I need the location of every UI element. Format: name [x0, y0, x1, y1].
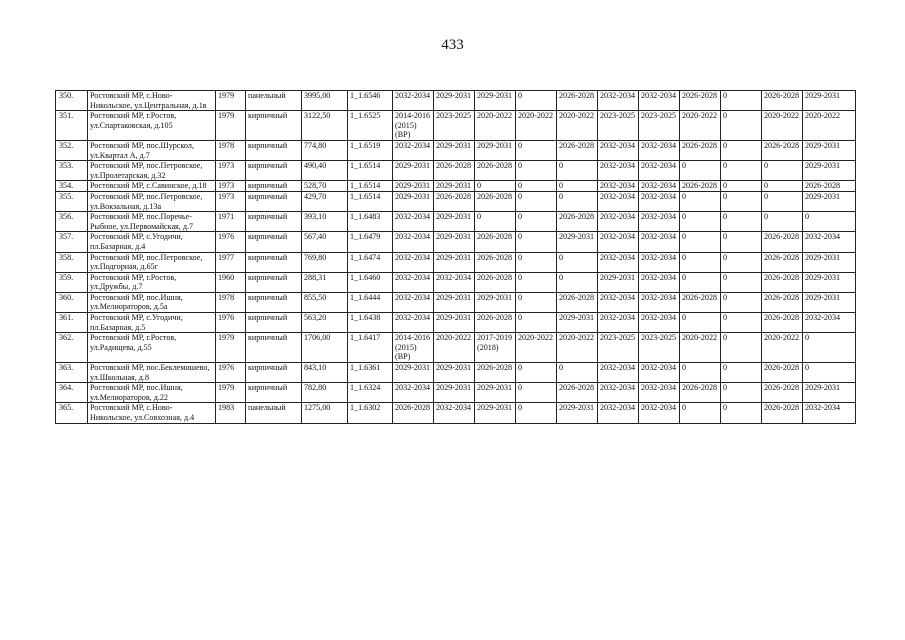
- table-row: [56, 272, 856, 292]
- period-1-cell: 2032-2034: [393, 212, 434, 232]
- period-1-cell: 2029-2031: [393, 181, 434, 192]
- house-code-cell: 1_1.6514: [348, 181, 393, 192]
- wall-material-cell: кирпичный: [246, 272, 302, 292]
- period-1-cell: 2026-2028: [393, 403, 434, 423]
- period-7-cell: 2032-2034: [639, 91, 680, 111]
- period-7-cell: 2023-2025: [639, 111, 680, 141]
- period-11-cell: 2029-2031: [803, 161, 856, 181]
- total-area-cell: 1706,00: [302, 333, 348, 363]
- wall-material-cell: кирпичный: [246, 383, 302, 403]
- period-1-cell: 2032-2034: [393, 140, 434, 160]
- period-1-cell: 2014-2016 (2015) (ВР): [393, 333, 434, 363]
- period-1-cell: 2032-2034: [393, 232, 434, 252]
- total-area-cell: 3995,00: [302, 91, 348, 111]
- house-code-cell: 1_1.6483: [348, 212, 393, 232]
- period-5-cell: 0: [557, 161, 598, 181]
- period-5-cell: 2029-2031: [557, 403, 598, 423]
- period-9-cell: 0: [721, 272, 762, 292]
- year-built-cell: 1979: [216, 111, 246, 141]
- table-row: [56, 161, 856, 181]
- period-10-cell: 2026-2028: [762, 363, 803, 383]
- period-11-cell: 2029-2031: [803, 292, 856, 312]
- house-code-cell: 1_1.6474: [348, 252, 393, 272]
- period-2-cell: 2029-2031: [434, 232, 475, 252]
- period-11-cell: 2029-2031: [803, 191, 856, 211]
- period-10-cell: 2026-2028: [762, 272, 803, 292]
- period-8-cell: 2020-2022: [680, 333, 721, 363]
- period-7-cell: 2032-2034: [639, 403, 680, 423]
- period-5-cell: 0: [557, 363, 598, 383]
- period-9-cell: 0: [721, 403, 762, 423]
- period-11-cell: 2029-2031: [803, 140, 856, 160]
- period-7-cell: 2032-2034: [639, 161, 680, 181]
- period-2-cell: 2029-2031: [434, 313, 475, 333]
- period-2-cell: 2032-2034: [434, 403, 475, 423]
- table-row: [56, 383, 856, 403]
- period-10-cell: 2020-2022: [762, 333, 803, 363]
- period-4-cell: 0: [516, 232, 557, 252]
- wall-material-cell: кирпичный: [246, 313, 302, 333]
- period-8-cell: 2026-2028: [680, 91, 721, 111]
- period-5-cell: 0: [557, 272, 598, 292]
- period-11-cell: 0: [803, 333, 856, 363]
- table-row: [56, 252, 856, 272]
- period-9-cell: 0: [721, 140, 762, 160]
- period-9-cell: 0: [721, 292, 762, 312]
- period-10-cell: 0: [762, 181, 803, 192]
- house-code-cell: 1_1.6324: [348, 383, 393, 403]
- period-5-cell: 2026-2028: [557, 212, 598, 232]
- page-number: 433: [441, 37, 464, 53]
- period-4-cell: 0: [516, 191, 557, 211]
- period-11-cell: 0: [803, 212, 856, 232]
- wall-material-cell: панельный: [246, 91, 302, 111]
- period-3-cell: 0: [475, 212, 516, 232]
- period-8-cell: 0: [680, 272, 721, 292]
- table-row: [56, 91, 856, 111]
- house-code-cell: 1_1.6444: [348, 292, 393, 312]
- house-code-cell: 1_1.6525: [348, 111, 393, 141]
- year-built-cell: 1973: [216, 161, 246, 181]
- period-6-cell: 2032-2034: [598, 292, 639, 312]
- period-11-cell: 2032-2034: [803, 232, 856, 252]
- year-built-cell: 1973: [216, 181, 246, 192]
- period-10-cell: 2026-2028: [762, 292, 803, 312]
- wall-material-cell: кирпичный: [246, 252, 302, 272]
- period-3-cell: 2029-2031: [475, 403, 516, 423]
- address-cell: Ростовский МР, с.Ново-Никольское, ул.Центральная, д.1в: [88, 91, 216, 111]
- period-6-cell: 2032-2034: [598, 252, 639, 272]
- total-area-cell: 567,40: [302, 232, 348, 252]
- period-3-cell: 2029-2031: [475, 140, 516, 160]
- period-8-cell: 2020-2022: [680, 111, 721, 141]
- period-1-cell: 2032-2034: [393, 252, 434, 272]
- row-number-cell: 356.: [56, 212, 88, 232]
- period-10-cell: 2020-2022: [762, 111, 803, 141]
- table-row: [56, 191, 856, 211]
- year-built-cell: 1978: [216, 292, 246, 312]
- total-area-cell: 774,80: [302, 140, 348, 160]
- period-4-cell: 0: [516, 161, 557, 181]
- table-row: [56, 403, 856, 423]
- period-2-cell: 2023-2025: [434, 111, 475, 141]
- period-5-cell: 2026-2028: [557, 91, 598, 111]
- year-built-cell: 1971: [216, 212, 246, 232]
- period-11-cell: 2032-2034: [803, 403, 856, 423]
- period-6-cell: 2032-2034: [598, 313, 639, 333]
- period-11-cell: 2029-2031: [803, 272, 856, 292]
- house-code-cell: 1_1.6460: [348, 272, 393, 292]
- period-8-cell: 0: [680, 232, 721, 252]
- table-row: [56, 212, 856, 232]
- year-built-cell: 1979: [216, 383, 246, 403]
- row-number-cell: 359.: [56, 272, 88, 292]
- year-built-cell: 1983: [216, 403, 246, 423]
- period-7-cell: 2032-2034: [639, 292, 680, 312]
- address-cell: Ростовский МР, с.Угодичи, пл.Базарная, д.5: [88, 313, 216, 333]
- address-cell: Ростовский МР, пос.Беклемишево, ул.Школьная, д.8: [88, 363, 216, 383]
- period-5-cell: 2026-2028: [557, 140, 598, 160]
- period-9-cell: 0: [721, 313, 762, 333]
- period-3-cell: 2026-2028: [475, 232, 516, 252]
- house-code-cell: 1_1.6519: [348, 140, 393, 160]
- period-8-cell: 0: [680, 212, 721, 232]
- period-7-cell: 2032-2034: [639, 363, 680, 383]
- row-number-cell: 362.: [56, 333, 88, 363]
- row-number-cell: 360.: [56, 292, 88, 312]
- period-4-cell: 0: [516, 140, 557, 160]
- year-built-cell: 1978: [216, 140, 246, 160]
- period-10-cell: 2026-2028: [762, 313, 803, 333]
- period-1-cell: 2014-2016 (2015) (ВР): [393, 111, 434, 141]
- house-code-cell: 1_1.6302: [348, 403, 393, 423]
- period-6-cell: 2032-2034: [598, 403, 639, 423]
- period-7-cell: 2023-2025: [639, 333, 680, 363]
- period-11-cell: 0: [803, 363, 856, 383]
- address-cell: Ростовский МР, пос.Ишня, ул.Мелиораторов, д.5а: [88, 292, 216, 312]
- period-2-cell: 2029-2031: [434, 292, 475, 312]
- wall-material-cell: кирпичный: [246, 191, 302, 211]
- period-10-cell: 2026-2028: [762, 91, 803, 111]
- year-built-cell: 1976: [216, 232, 246, 252]
- period-11-cell: 2029-2031: [803, 383, 856, 403]
- period-5-cell: 0: [557, 191, 598, 211]
- period-3-cell: 2026-2028: [475, 252, 516, 272]
- period-10-cell: 0: [762, 161, 803, 181]
- period-5-cell: 0: [557, 181, 598, 192]
- period-2-cell: 2029-2031: [434, 363, 475, 383]
- period-10-cell: 2026-2028: [762, 383, 803, 403]
- period-6-cell: 2032-2034: [598, 363, 639, 383]
- period-9-cell: 0: [721, 181, 762, 192]
- row-number-cell: 351.: [56, 111, 88, 141]
- period-2-cell: 2032-2034: [434, 272, 475, 292]
- wall-material-cell: кирпичный: [246, 333, 302, 363]
- period-1-cell: 2029-2031: [393, 363, 434, 383]
- row-number-cell: 361.: [56, 313, 88, 333]
- period-2-cell: 2026-2028: [434, 191, 475, 211]
- period-8-cell: 0: [680, 191, 721, 211]
- period-10-cell: 2026-2028: [762, 403, 803, 423]
- period-8-cell: 0: [680, 161, 721, 181]
- period-9-cell: 0: [721, 91, 762, 111]
- wall-material-cell: кирпичный: [246, 363, 302, 383]
- wall-material-cell: панельный: [246, 403, 302, 423]
- period-1-cell: 2029-2031: [393, 161, 434, 181]
- table-row: [56, 140, 856, 160]
- address-cell: Ростовский МР, с.Савинское, д.18: [88, 181, 216, 192]
- period-10-cell: 0: [762, 212, 803, 232]
- period-7-cell: 2032-2034: [639, 140, 680, 160]
- wall-material-cell: кирпичный: [246, 161, 302, 181]
- address-cell: Ростовский МР, пос.Петровское, ул.Пролетарская, д.32: [88, 161, 216, 181]
- period-8-cell: 2026-2028: [680, 292, 721, 312]
- period-7-cell: 2032-2034: [639, 272, 680, 292]
- year-built-cell: 1960: [216, 272, 246, 292]
- year-built-cell: 1973: [216, 191, 246, 211]
- total-area-cell: 3122,50: [302, 111, 348, 141]
- period-10-cell: 0: [762, 191, 803, 211]
- wall-material-cell: кирпичный: [246, 212, 302, 232]
- period-3-cell: 2026-2028: [475, 313, 516, 333]
- total-area-cell: 855,50: [302, 292, 348, 312]
- table-row: [56, 232, 856, 252]
- address-cell: Ростовский МР, пос.Петровское, ул.Подгорная, д.65г: [88, 252, 216, 272]
- period-11-cell: 2029-2031: [803, 91, 856, 111]
- address-cell: Ростовский МР, пос.Ишня, ул.Мелиораторов, д.22: [88, 383, 216, 403]
- house-code-cell: 1_1.6479: [348, 232, 393, 252]
- period-1-cell: 2029-2031: [393, 191, 434, 211]
- address-cell: Ростовский МР, пос.Петровское, ул.Вокзальная, д.13а: [88, 191, 216, 211]
- year-built-cell: 1977: [216, 252, 246, 272]
- wall-material-cell: кирпичный: [246, 232, 302, 252]
- total-area-cell: 563,20: [302, 313, 348, 333]
- period-6-cell: 2032-2034: [598, 212, 639, 232]
- wall-material-cell: кирпичный: [246, 140, 302, 160]
- house-code-cell: 1_1.6514: [348, 191, 393, 211]
- period-5-cell: 2029-2031: [557, 232, 598, 252]
- period-8-cell: 0: [680, 403, 721, 423]
- row-number-cell: 357.: [56, 232, 88, 252]
- period-5-cell: 2026-2028: [557, 292, 598, 312]
- period-4-cell: 0: [516, 212, 557, 232]
- period-1-cell: 2032-2034: [393, 91, 434, 111]
- house-code-cell: 1_1.6546: [348, 91, 393, 111]
- period-6-cell: 2032-2034: [598, 91, 639, 111]
- housing-register-table: [55, 90, 856, 424]
- period-9-cell: 0: [721, 191, 762, 211]
- period-11-cell: 2020-2022: [803, 111, 856, 141]
- period-6-cell: 2032-2034: [598, 191, 639, 211]
- address-cell: Ростовский МР, г.Ростов, ул.Спартаковская, д.105: [88, 111, 216, 141]
- wall-material-cell: кирпичный: [246, 181, 302, 192]
- period-9-cell: 0: [721, 383, 762, 403]
- year-built-cell: 1979: [216, 333, 246, 363]
- house-code-cell: 1_1.6514: [348, 161, 393, 181]
- total-area-cell: 843,10: [302, 363, 348, 383]
- table-row: [56, 333, 856, 363]
- period-6-cell: 2023-2025: [598, 333, 639, 363]
- table-row: [56, 111, 856, 141]
- total-area-cell: 528,70: [302, 181, 348, 192]
- period-10-cell: 2026-2028: [762, 232, 803, 252]
- period-11-cell: 2029-2031: [803, 252, 856, 272]
- row-number-cell: 354.: [56, 181, 88, 192]
- period-6-cell: 2023-2025: [598, 111, 639, 141]
- row-number-cell: 353.: [56, 161, 88, 181]
- house-code-cell: 1_1.6417: [348, 333, 393, 363]
- row-number-cell: 350.: [56, 91, 88, 111]
- period-7-cell: 2032-2034: [639, 252, 680, 272]
- total-area-cell: 782,80: [302, 383, 348, 403]
- period-3-cell: 2026-2028: [475, 161, 516, 181]
- period-7-cell: 2032-2034: [639, 383, 680, 403]
- period-6-cell: 2032-2034: [598, 181, 639, 192]
- wall-material-cell: кирпичный: [246, 111, 302, 141]
- period-3-cell: 2020-2022: [475, 111, 516, 141]
- house-code-cell: 1_1.6438: [348, 313, 393, 333]
- period-7-cell: 2032-2034: [639, 181, 680, 192]
- address-cell: Ростовский МР, пос.Поречье-Рыбное, ул.Первомайская, д.7: [88, 212, 216, 232]
- register-body: [56, 91, 856, 424]
- period-6-cell: 2029-2031: [598, 272, 639, 292]
- period-11-cell: 2026-2028: [803, 181, 856, 192]
- table-row: [56, 313, 856, 333]
- period-2-cell: 2026-2028: [434, 161, 475, 181]
- period-5-cell: 2020-2022: [557, 333, 598, 363]
- period-5-cell: 0: [557, 252, 598, 272]
- period-1-cell: 2032-2034: [393, 383, 434, 403]
- period-2-cell: 2029-2031: [434, 181, 475, 192]
- total-area-cell: 393,10: [302, 212, 348, 232]
- house-code-cell: 1_1.6361: [348, 363, 393, 383]
- period-4-cell: 0: [516, 292, 557, 312]
- period-3-cell: 2029-2031: [475, 91, 516, 111]
- period-4-cell: 0: [516, 403, 557, 423]
- row-number-cell: 363.: [56, 363, 88, 383]
- period-3-cell: 2026-2028: [475, 272, 516, 292]
- wall-material-cell: кирпичный: [246, 292, 302, 312]
- address-cell: Ростовский МР, с.Угодичи, пл.Базарная, д.4: [88, 232, 216, 252]
- period-5-cell: 2029-2031: [557, 313, 598, 333]
- period-9-cell: 0: [721, 252, 762, 272]
- year-built-cell: 1976: [216, 313, 246, 333]
- period-7-cell: 2032-2034: [639, 212, 680, 232]
- table-row: [56, 363, 856, 383]
- year-built-cell: 1976: [216, 363, 246, 383]
- period-3-cell: 0: [475, 181, 516, 192]
- period-9-cell: 0: [721, 111, 762, 141]
- total-area-cell: 288,31: [302, 272, 348, 292]
- period-2-cell: 2029-2031: [434, 212, 475, 232]
- address-cell: Ростовский МР, пос.Шурскол, ул.Квартал А, д.7: [88, 140, 216, 160]
- period-4-cell: 0: [516, 91, 557, 111]
- period-2-cell: 2029-2031: [434, 252, 475, 272]
- period-4-cell: 0: [516, 252, 557, 272]
- period-9-cell: 0: [721, 232, 762, 252]
- period-5-cell: 2020-2022: [557, 111, 598, 141]
- period-11-cell: 2032-2034: [803, 313, 856, 333]
- period-4-cell: 2020-2022: [516, 111, 557, 141]
- period-3-cell: 2029-2031: [475, 383, 516, 403]
- period-8-cell: 0: [680, 252, 721, 272]
- period-3-cell: 2029-2031: [475, 292, 516, 312]
- period-4-cell: 0: [516, 363, 557, 383]
- period-1-cell: 2032-2034: [393, 313, 434, 333]
- period-8-cell: 2026-2028: [680, 383, 721, 403]
- period-8-cell: 0: [680, 363, 721, 383]
- period-4-cell: 0: [516, 272, 557, 292]
- period-3-cell: 2017-2019 (2018): [475, 333, 516, 363]
- address-cell: Ростовский МР, с.Ново-Никольское, ул.Совхозная, д.4: [88, 403, 216, 423]
- address-cell: Ростовский МР, г.Ростов, ул.Радищева, д.55: [88, 333, 216, 363]
- year-built-cell: 1979: [216, 91, 246, 111]
- row-number-cell: 355.: [56, 191, 88, 211]
- period-4-cell: 0: [516, 383, 557, 403]
- period-6-cell: 2032-2034: [598, 140, 639, 160]
- period-6-cell: 2032-2034: [598, 161, 639, 181]
- row-number-cell: 352.: [56, 140, 88, 160]
- period-9-cell: 0: [721, 212, 762, 232]
- total-area-cell: 490,40: [302, 161, 348, 181]
- row-number-cell: 358.: [56, 252, 88, 272]
- row-number-cell: 365.: [56, 403, 88, 423]
- period-2-cell: 2029-2031: [434, 140, 475, 160]
- period-10-cell: 2026-2028: [762, 140, 803, 160]
- total-area-cell: 1275,00: [302, 403, 348, 423]
- period-4-cell: 2020-2022: [516, 333, 557, 363]
- period-1-cell: 2032-2034: [393, 272, 434, 292]
- period-6-cell: 2032-2034: [598, 383, 639, 403]
- period-9-cell: 0: [721, 333, 762, 363]
- period-4-cell: 0: [516, 181, 557, 192]
- period-8-cell: 2026-2028: [680, 181, 721, 192]
- period-3-cell: 2026-2028: [475, 191, 516, 211]
- total-area-cell: 429,70: [302, 191, 348, 211]
- period-3-cell: 2026-2028: [475, 363, 516, 383]
- period-10-cell: 2026-2028: [762, 252, 803, 272]
- period-4-cell: 0: [516, 313, 557, 333]
- table-row: [56, 292, 856, 312]
- period-8-cell: 2026-2028: [680, 140, 721, 160]
- total-area-cell: 769,80: [302, 252, 348, 272]
- period-2-cell: 2020-2022: [434, 333, 475, 363]
- period-9-cell: 0: [721, 161, 762, 181]
- row-number-cell: 364.: [56, 383, 88, 403]
- period-7-cell: 2032-2034: [639, 232, 680, 252]
- period-2-cell: 2029-2031: [434, 91, 475, 111]
- period-5-cell: 2026-2028: [557, 383, 598, 403]
- period-7-cell: 2032-2034: [639, 191, 680, 211]
- period-8-cell: 0: [680, 313, 721, 333]
- period-7-cell: 2032-2034: [639, 313, 680, 333]
- table-row: [56, 181, 856, 192]
- period-1-cell: 2032-2034: [393, 292, 434, 312]
- period-9-cell: 0: [721, 363, 762, 383]
- period-2-cell: 2029-2031: [434, 383, 475, 403]
- address-cell: Ростовский МР, г.Ростов, ул.Дружбы, д.7: [88, 272, 216, 292]
- period-6-cell: 2032-2034: [598, 232, 639, 252]
